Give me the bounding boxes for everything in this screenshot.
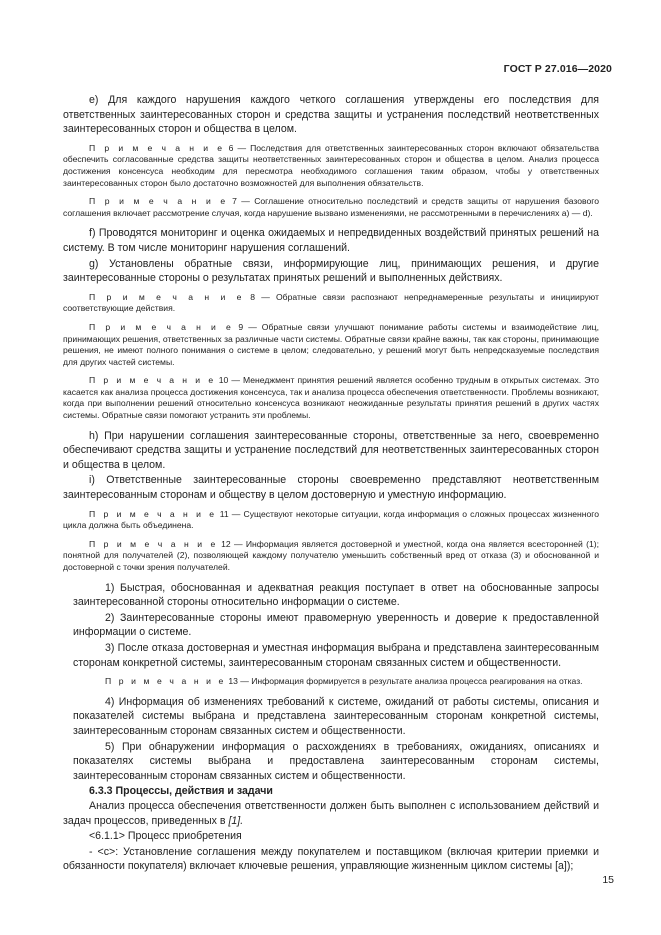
note-label: П р и м е ч а н и е	[89, 538, 218, 549]
section-intro	[63, 799, 599, 828]
section-heading: 6.3.3 Процессы, действия и задачи	[89, 785, 273, 798]
page-body	[63, 93, 599, 875]
note-text: 12 — Информация является достоверной и уместной, когда она является всесторонней (1); понятной для получателей (2), позволяющей каждому получателю уменьшить собственный вред от отказа (3) и обоснованной и достоверной с точки зрения получателей.	[63, 538, 599, 572]
note-text: 9 — Обратные связи улучшают понимание работы системы и взаимодействие лиц, принимающих решения, ответственных за различные части системы. Обратные связи крайне важны, так как стороны, принимающие решения, не имеют полного понимания о системе в целом; следовательно, у решений могут быть непредсказуемые последствия для других частей системы.	[63, 321, 599, 367]
note-label: П р и м е ч а н и е	[89, 142, 225, 153]
intro-text: Анализ процесса обеспечения ответственности должен быть выполнен с использованием действий и задач процессов, приведенных в	[63, 799, 599, 827]
note-11	[63, 509, 599, 532]
list-item-2: 2) Заинтересованные стороны имеют правомерную уверенность и доверие к предоставленной информации о системе.	[73, 611, 599, 639]
note-label: П р и м е ч а н и е	[89, 508, 217, 519]
paragraph-f: f) Проводятся мониторинг и оценка ожидаемых и непредвиденных воздействий принятых решений на систему. В том числе мониторинг нарушения соглашений.	[63, 227, 599, 254]
paragraph-h: h) При нарушении соглашения заинтересованные стороны, ответственные за него, своевременно обеспечивают средства защиты и устранение последствий для неответственных заинтересованных сторон и общества в целом.	[63, 429, 599, 471]
list-item-3: 3) После отказа достоверная и уместная информация выбрана и представлена заинтересованным сторонам конкретной системы, заинтересованным сторонам связанных систем и общественности.	[73, 641, 599, 669]
list-item-4: 4) Информация об изменениях требований к системе, ожиданий от работы системы, описания и показателей системы выбрана и представлена заинтересованным сторонам конкретной системы, заинтересованным сторонам связанных систем и общественности.	[73, 695, 599, 737]
note-label: П р и м е ч а н и е	[89, 375, 216, 386]
note-label: П р и м е ч а н и е	[89, 321, 234, 332]
note-9	[63, 322, 599, 368]
process-title: <6.1.1> Процесс приобретения	[89, 830, 242, 843]
standard-header: ГОСТ Р 27.016—2020	[503, 63, 612, 75]
note-text: 7 — Соглашение относительно последствий и средств защиты от нарушения базового соглашения включает рассмотрение случая, когда нарушение вызвано изменениями, не рассмотренными в перечислениях a) — d).	[63, 196, 599, 218]
note-label: П р и м е ч а н и е	[105, 676, 226, 687]
note-text: 13 — Информация формируется в результате анализа процесса реагирования на отказ.	[228, 676, 583, 687]
paragraph-e: е) Для каждого нарушения каждого четкого соглашения утверждены его последствия для ответственных заинтересованных сторон и средства защиты и устранения последствий неответственных заинтересованных сторон и общества в целом.	[63, 94, 599, 136]
note-7	[63, 196, 599, 219]
note-text: 6 — Последствия для ответственных заинтересованных сторон включают обязательства обеспечить согласованные средства защиты неответственных заинтересованных сторон и общества в целом. Анализ процесса достижения консенсуса необходим для пересмотра необходимого соглашения таким образом, чтобы у ответственных заинтересованных сторон было достаточно возможностей для выполнения обязательств.	[63, 142, 599, 188]
note-text: 10 — Менеджмент принятия решений является особенно трудным в открытых системах. Это касается как анализа процесса достижения консенсуса, так и анализа процесса обеспечения ответственности. Проблемы возникают, когда при выполнении решений относительно консенсуса возникают неожиданные результаты принятия решений в других частях системы. Обратные связи помогают устранить эти проблемы.	[63, 375, 599, 421]
note-12	[63, 539, 599, 574]
note-label: П р и м е ч а н и е	[89, 291, 245, 302]
note-label: П р и м е ч а н и е	[89, 196, 228, 207]
note-8	[63, 292, 599, 315]
page-number: 15	[602, 874, 614, 886]
paragraph-g: g) Установлены обратные связи, информирующие лиц, принимающих решения, и другие заинтересованные стороны о результатах принятых решений и выполненных действиях.	[63, 257, 599, 285]
list-item-5: 5) При обнаружении информация о расхождениях в требованиях, ожиданиях, описаниях и показателях системы выбрана и предоставлена заинтересованным сторонам системы, заинтересованным сторонам связанных систем и общественности.	[73, 740, 599, 782]
list-item-1: 1) Быстрая, обоснованная и адекватная реакция поступает в ответ на обоснованные запросы заинтересованной стороны относительно информации о системе.	[73, 581, 599, 609]
note-13	[63, 676, 599, 688]
note-10	[63, 375, 599, 421]
process-bullet: - <c>: Установление соглашения между покупателем и поставщиком (включая критерии приемки и обязанности покупателя) включает ключевые решения, управляющие жизненным циклом системы [a]);	[63, 845, 599, 873]
intro-reference: [1].	[228, 814, 244, 827]
note-text: 8 — Обратные связи распознают непреднамеренные результаты и инициируют соответствующие действия.	[63, 291, 599, 314]
note-6	[63, 143, 599, 189]
note-text: 11 — Существуют некоторые ситуации, когда информация о сложных процессах жизненного цикла должна быть объединена.	[63, 508, 599, 531]
paragraph-i: i) Ответственные заинтересованные стороны своевременно представляют неответственным заинтересованным сторонам и обществу в целом достоверную и уместную информацию.	[63, 474, 599, 502]
